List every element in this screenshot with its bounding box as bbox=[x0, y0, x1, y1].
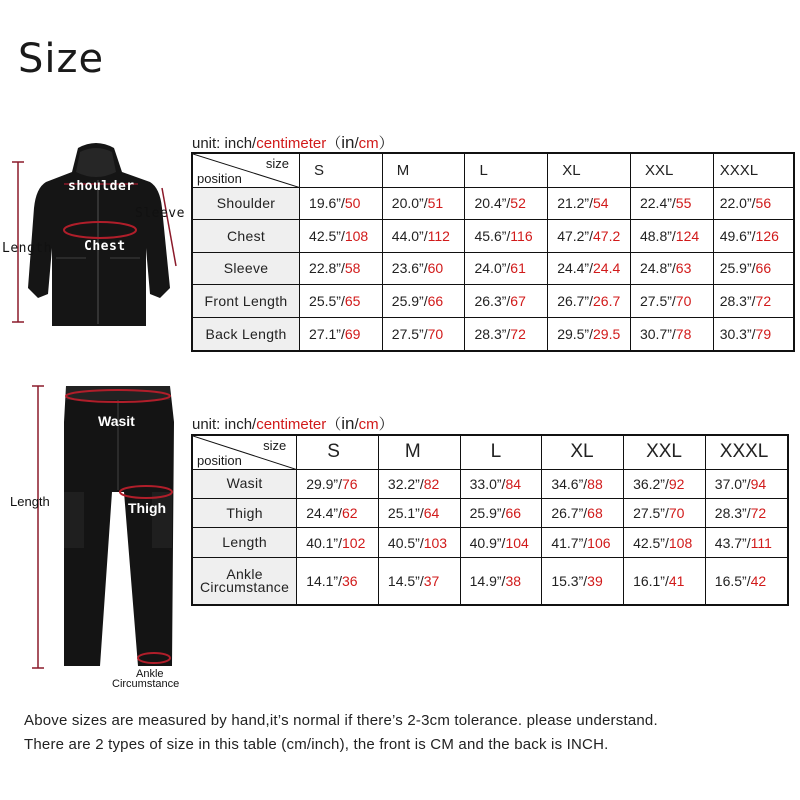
table-cell: 26.7”/26.7 bbox=[548, 285, 631, 318]
unit-slash: / bbox=[354, 135, 359, 152]
unit-prefix: unit: inch/ bbox=[192, 416, 257, 433]
unit-cm: cm bbox=[358, 416, 379, 433]
pants-circumstance-label: Circumstance bbox=[112, 678, 180, 690]
table-row bbox=[192, 317, 794, 351]
row-label: Shoulder bbox=[192, 187, 300, 220]
table-cell: 22.4”/55 bbox=[630, 187, 713, 220]
table-cell: 22.0”/56 bbox=[713, 187, 794, 220]
size-header: XXXL bbox=[713, 153, 794, 187]
table-cell: 40.1”/102 bbox=[297, 528, 379, 557]
table-row bbox=[192, 498, 788, 527]
table-cell: 25.9”/66 bbox=[713, 252, 794, 285]
table-cell: 27.1”/69 bbox=[300, 317, 383, 351]
table-cell: 24.4”/24.4 bbox=[548, 252, 631, 285]
table-cell: 27.5”/70 bbox=[382, 317, 465, 351]
size-header: XL bbox=[548, 153, 631, 187]
table-cell: 16.1”/41 bbox=[624, 557, 706, 605]
table-cell: 30.7”/78 bbox=[630, 317, 713, 351]
unit-open: （ bbox=[326, 416, 342, 433]
jacket-figure bbox=[0, 138, 192, 338]
table-cell: 47.2”/47.2 bbox=[548, 220, 631, 253]
table-cell: 24.0”/61 bbox=[465, 252, 548, 285]
unit-centimeter: centimeter bbox=[256, 416, 327, 433]
corner-position-label: position bbox=[197, 452, 242, 468]
corner-size-label: size bbox=[265, 156, 290, 171]
table-row bbox=[192, 528, 788, 557]
table-cell: 27.5”/70 bbox=[624, 498, 706, 527]
size-header: M bbox=[382, 153, 465, 187]
table-cell: 29.5”/29.5 bbox=[548, 317, 631, 351]
table-cell: 32.2”/82 bbox=[378, 469, 460, 498]
table-cell: 25.5”/65 bbox=[300, 285, 383, 318]
table-cell: 28.3”/72 bbox=[705, 498, 788, 527]
row-label: Front Length bbox=[192, 285, 300, 318]
pants-image bbox=[0, 382, 192, 692]
table-cell: 41.7”/106 bbox=[542, 528, 624, 557]
table-cell: 44.0”/112 bbox=[382, 220, 465, 253]
table-cell: 20.0”/51 bbox=[382, 187, 465, 220]
row-label: Chest bbox=[192, 220, 300, 253]
unit-centimeter: centimeter bbox=[256, 135, 327, 152]
table-cell: 14.1”/36 bbox=[297, 557, 379, 605]
unit-in: in bbox=[341, 133, 355, 152]
table-row bbox=[192, 187, 794, 220]
unit-close: ） bbox=[378, 135, 394, 152]
table-corner-cell bbox=[192, 153, 300, 187]
table-cell: 48.8”/124 bbox=[630, 220, 713, 253]
size-header: XXL bbox=[624, 435, 706, 469]
table-cell: 20.4”/52 bbox=[465, 187, 548, 220]
table-row bbox=[192, 557, 788, 605]
pants-length-label: Length bbox=[10, 494, 50, 509]
row-label: Wasit bbox=[192, 469, 297, 498]
jacket-size-table bbox=[191, 152, 795, 352]
table-header-row bbox=[192, 153, 794, 187]
row-label: Sleeve bbox=[192, 252, 300, 285]
table-cell: 29.9”/76 bbox=[297, 469, 379, 498]
pants-size-table bbox=[191, 434, 789, 606]
table-cell: 15.3”/39 bbox=[542, 557, 624, 605]
corner-position-label: position bbox=[197, 170, 242, 186]
table-cell: 28.3”/72 bbox=[465, 317, 548, 351]
pants-figure bbox=[0, 382, 192, 692]
row-label-line: Ankle bbox=[226, 565, 263, 582]
table-cell: 49.6”/126 bbox=[713, 220, 794, 253]
table-cell: 45.6”/116 bbox=[465, 220, 548, 253]
row-label bbox=[192, 557, 297, 605]
jacket-shoulder-label: shoulder bbox=[68, 179, 135, 194]
unit-close: ） bbox=[378, 416, 394, 433]
note-units: There are 2 types of size in this table (cm/inch), the front is CM and the back is INCH. bbox=[24, 736, 609, 753]
page-title: Size bbox=[18, 36, 105, 82]
jacket-sleeve-label: Sleeve bbox=[135, 206, 185, 221]
table-cell: 25.1”/64 bbox=[378, 498, 460, 527]
size-header: L bbox=[460, 435, 542, 469]
jacket-image bbox=[0, 138, 192, 338]
table-corner-cell bbox=[192, 435, 297, 469]
table-row bbox=[192, 252, 794, 285]
table-cell: 23.6”/60 bbox=[382, 252, 465, 285]
size-header: XXXL bbox=[705, 435, 788, 469]
table-cell: 26.3”/67 bbox=[465, 285, 548, 318]
pants-wasit-label: Wasit bbox=[98, 413, 135, 429]
size-header: M bbox=[378, 435, 460, 469]
table-cell: 34.6”/88 bbox=[542, 469, 624, 498]
unit-open: （ bbox=[326, 135, 342, 152]
table-cell: 24.8”/63 bbox=[630, 252, 713, 285]
size-header: S bbox=[297, 435, 379, 469]
table-row bbox=[192, 285, 794, 318]
pants-unit-line bbox=[192, 413, 394, 434]
size-header: S bbox=[300, 153, 383, 187]
table-cell: 14.5”/37 bbox=[378, 557, 460, 605]
row-label-line: Circumstance bbox=[200, 578, 290, 595]
table-cell: 42.5”/108 bbox=[300, 220, 383, 253]
table-cell: 36.2”/92 bbox=[624, 469, 706, 498]
size-header: XL bbox=[542, 435, 624, 469]
size-header: XXL bbox=[630, 153, 713, 187]
unit-in: in bbox=[341, 414, 355, 433]
row-label: Length bbox=[192, 528, 297, 557]
unit-prefix: unit: inch/ bbox=[192, 135, 257, 152]
table-cell: 37.0”/94 bbox=[705, 469, 788, 498]
table-cell: 40.9”/104 bbox=[460, 528, 542, 557]
table-cell: 14.9”/38 bbox=[460, 557, 542, 605]
table-cell: 16.5”/42 bbox=[705, 557, 788, 605]
pants-thigh-label: Thigh bbox=[128, 500, 167, 516]
jacket-chest-label: Chest bbox=[84, 239, 126, 254]
unit-slash: / bbox=[354, 416, 359, 433]
table-cell: 43.7”/111 bbox=[705, 528, 788, 557]
table-cell: 26.7”/68 bbox=[542, 498, 624, 527]
table-cell: 42.5”/108 bbox=[624, 528, 706, 557]
size-header: L bbox=[465, 153, 548, 187]
table-cell: 25.9”/66 bbox=[460, 498, 542, 527]
table-header-row bbox=[192, 435, 788, 469]
table-cell: 24.4”/62 bbox=[297, 498, 379, 527]
jacket-length-label: Length bbox=[2, 241, 52, 256]
table-row bbox=[192, 469, 788, 498]
corner-size-label: size bbox=[263, 438, 287, 453]
table-cell: 19.6”/50 bbox=[300, 187, 383, 220]
table-row bbox=[192, 220, 794, 253]
table-cell: 28.3”/72 bbox=[713, 285, 794, 318]
table-cell: 27.5”/70 bbox=[630, 285, 713, 318]
pants-ankle-label: Ankle bbox=[136, 668, 164, 680]
table-cell: 21.2”/54 bbox=[548, 187, 631, 220]
unit-cm: cm bbox=[358, 135, 379, 152]
table-cell: 22.8”/58 bbox=[300, 252, 383, 285]
table-cell: 25.9”/66 bbox=[382, 285, 465, 318]
table-cell: 40.5”/103 bbox=[378, 528, 460, 557]
table-cell: 33.0”/84 bbox=[460, 469, 542, 498]
row-label: Back Length bbox=[192, 317, 300, 351]
jacket-unit-line bbox=[192, 132, 394, 153]
row-label: Thigh bbox=[192, 498, 297, 527]
table-cell: 30.3”/79 bbox=[713, 317, 794, 351]
note-tolerance: Above sizes are measured by hand,it’s normal if there’s 2-3cm tolerance. please understand. bbox=[24, 712, 658, 729]
